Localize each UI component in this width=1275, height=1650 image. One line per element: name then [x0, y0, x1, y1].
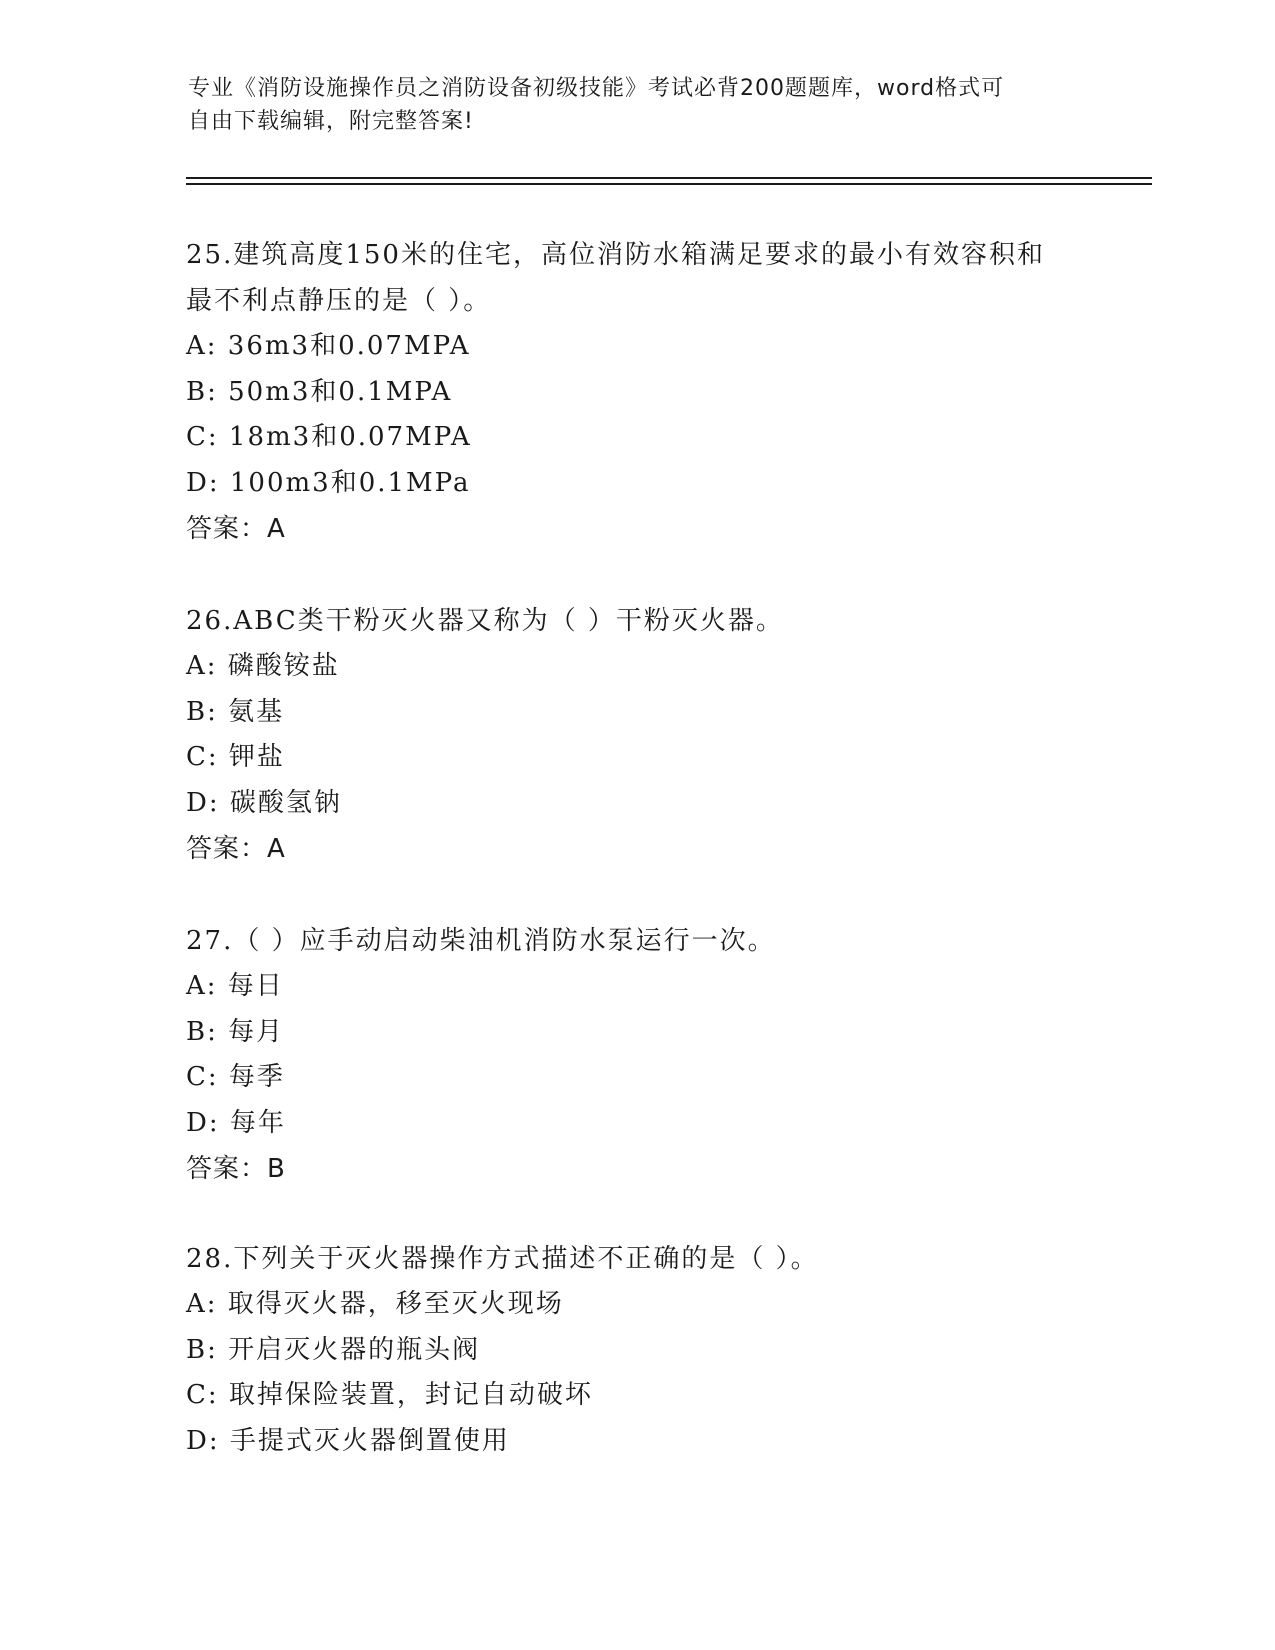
question-stem: 27.（ ）应手动启动柴油机消防水泵运行一次。 [186, 926, 776, 956]
answer: 答案：B [186, 1154, 286, 1184]
question-27 [186, 918, 1086, 1192]
question-stem: 28.下列关于灭火器操作方式描述不正确的是（ ）。 [186, 1244, 819, 1274]
option-a: A: 每日 [186, 971, 284, 1001]
option-b: B: 50m3和0.1MPA [186, 376, 453, 407]
option-c: C: 每季 [186, 1062, 285, 1092]
option-b: B: 开启灭火器的瓶头阀 [186, 1334, 481, 1365]
option-a: A: 磷酸铵盐 [186, 651, 340, 681]
question-26 [186, 598, 1086, 872]
option-b: B: 每月 [186, 1016, 285, 1047]
option-d: D: 碳酸氢钠 [186, 787, 342, 818]
option-d: D: 100m3和0.1MPa [186, 467, 471, 498]
question-28 [186, 1236, 1086, 1464]
answer: 答案：A [186, 834, 286, 864]
document-header [188, 72, 1088, 138]
option-d: D: 每年 [186, 1107, 286, 1138]
option-c: C: 钾盐 [186, 742, 285, 772]
header-divider-top [186, 177, 1152, 179]
option-a: A: 取得灭火器，移至灭火现场 [186, 1289, 564, 1319]
answer: 答案：A [186, 514, 286, 544]
question-stem-continued: 最不利点静压的是（ ）。 [186, 286, 492, 316]
option-c: C: 取掉保险装置，封记自动破坏 [186, 1380, 593, 1410]
question-stem: 25.建筑高度150米的住宅，高位消防水箱满足要求的最小有效容积和 [186, 240, 1045, 270]
header-line-1: 专业《消防设施操作员之消防设备初级技能》考试必背200题题库，word格式可 [188, 76, 1005, 101]
option-b: B: 氨基 [186, 696, 285, 727]
header-line-2: 自由下载编辑，附完整答案! [188, 109, 474, 134]
option-c: C: 18m3和0.07MPA [186, 422, 472, 452]
option-a: A: 36m3和0.07MPA [186, 331, 471, 361]
question-stem: 26.ABC类干粉灭火器又称为（ ）干粉灭火器。 [186, 606, 784, 636]
question-25 [186, 232, 1086, 552]
header-divider-bottom [186, 183, 1152, 185]
option-d: D: 手提式灭火器倒置使用 [186, 1425, 510, 1456]
